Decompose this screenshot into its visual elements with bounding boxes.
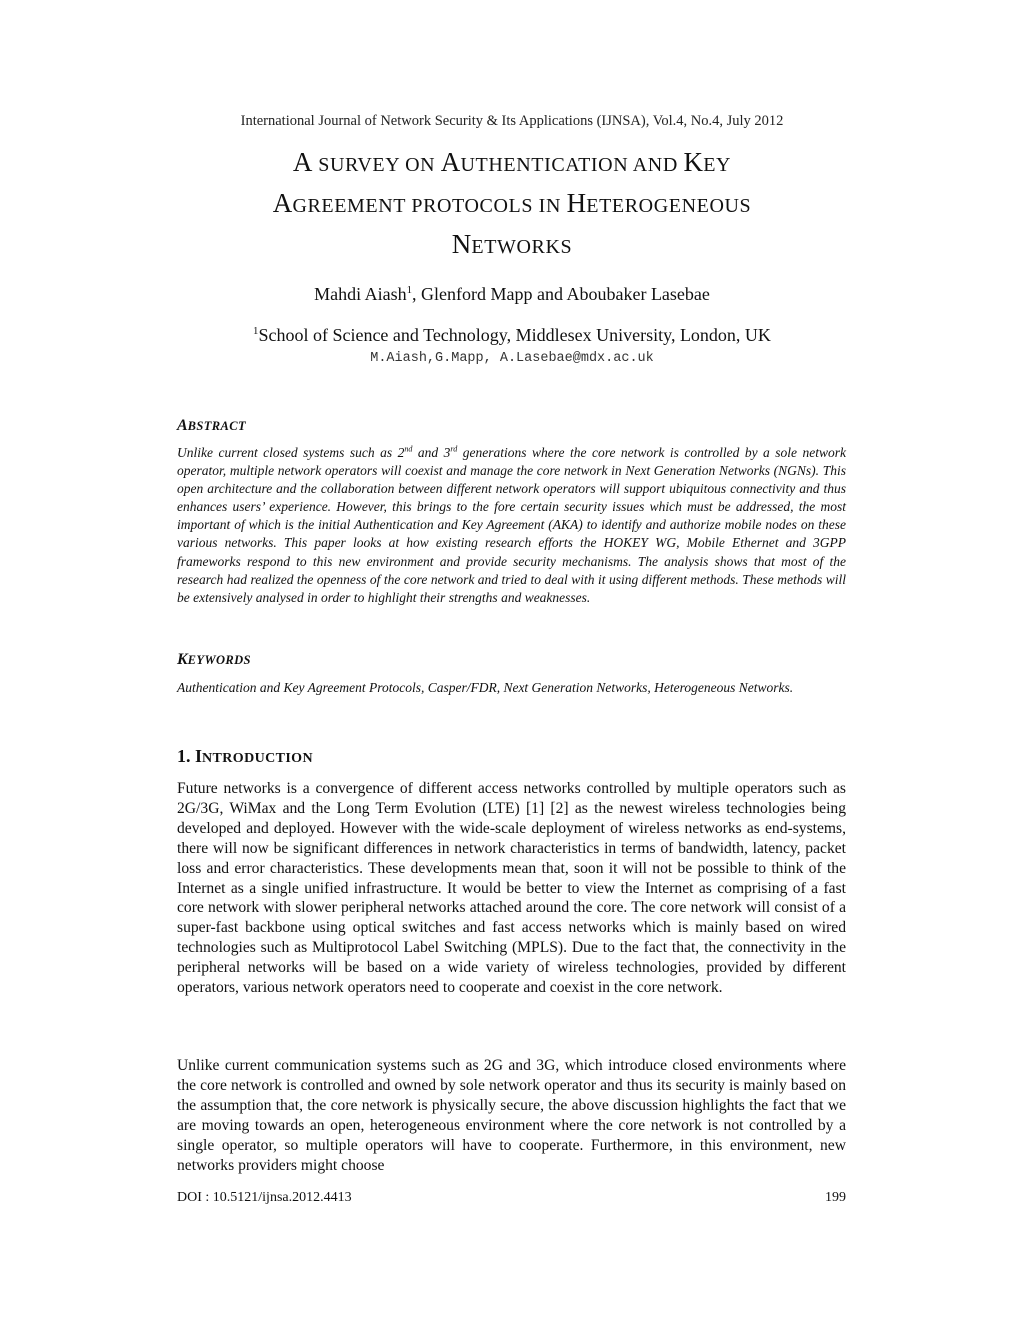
abstract-text: Unlike current closed systems such as 2nd and 3rd generations where the core network is controlled by a sole network operator, multiple network operators will coexist and manage the core network in Next Generation Networks (NGNs). This open architecture and the collaboration between different network operators will support ubiquitous connectivity and thus enhances users’ experience. However, this brings to the fore certain security issues which must be addressed, the most important of which is the initial Authentication and Key Agreement (AKA) to identify and authorize mobile nodes on these various networks. This paper looks at how existing research efforts the HOKEY WG, Mobile Ethernet and 3GPP frameworks respond to this new environment and provide security mechanisms. The analysis shows that most of the research had realized the openness of the core network and tried to deal with it using different methods. These methods will be extensively analysed in order to highlight their strengths and weaknesses.	[177, 444, 847, 605]
author-list: Mahdi Aiash$^1$, Glenford Mapp and Aboubaker Lasebae	[314, 284, 710, 304]
page-number: 199	[825, 1190, 846, 1205]
title-line-1: A SURVEY ON AUTHENTICATION AND KEY	[292, 147, 732, 177]
title-line-2: AGREEMENT PROTOCOLS IN HETEROGENEOUS	[272, 188, 752, 218]
introduction-paragraph-1: Future networks is a convergence of different access networks controlled by multiple operators such as 2G/3G, WiMax and the Long Term Evolution (LTE) [1] [2] as the newest wireless technologies being developed and deployed. However with the wide-scale deployment of wireless networks as end-systems, there will now be significant differences in network characteristics in terms of bandwidth, latency, packet loss and error characteristics. These developments mean that, soon it will not be possible to think of the Internet as a single unified infrastructure. It would be better to view the Internet as comprising of a fast core network with slower peripheral networks attached around the core. The core network will consist of a super-fast backbone using optical switches and fast access networks which is mainly based on wired technologies such as Multiprotocol Label Switching (MPLS). Due to the fact that, the connectivity in the peripheral networks will be based on a wide variety of wireless technologies, provided by different operators, various network operators need to cooperate and coexist in the core network.	[177, 780, 846, 997]
keywords-heading: KEYWORDS	[177, 651, 251, 668]
abstract-heading: ABSTRACT	[177, 417, 247, 434]
doi-footer: DOI : 10.5121/ijnsa.2012.4413	[177, 1190, 352, 1205]
journal-header: International Journal of Network Security & Its Applications (IJNSA), Vol.4, No.4, July 2012	[240, 113, 784, 129]
author-emails: M.Aiash,G.Mapp, A.Lasebae@mdx.ac.uk	[370, 351, 654, 366]
keywords-text: Authentication and Key Agreement Protocols, Casper/FDR, Next Generation Networks, Heterogeneous Networks.	[177, 680, 794, 695]
affiliation: $^1$School of Science and Technology, Middlesex University, London, UK	[253, 325, 771, 345]
introduction-heading: 1. INTRODUCTION	[177, 746, 313, 766]
paper-title	[150, 143, 874, 266]
title-line-3: NETWORKS	[451, 229, 573, 259]
introduction-paragraph-2: Unlike current communication systems such as 2G and 3G, which introduce closed environments where the core network is controlled and owned by sole network operator and thus its security is mainly based on the assumption that, the core network is physically secure, the above discussion highlights the fact that we are moving towards an open, heterogeneous environment where the core network is not controlled by a single operator, so multiple operators will have to cooperate. Furthermore, in this environment, new networks providers might choose	[177, 1057, 846, 1174]
